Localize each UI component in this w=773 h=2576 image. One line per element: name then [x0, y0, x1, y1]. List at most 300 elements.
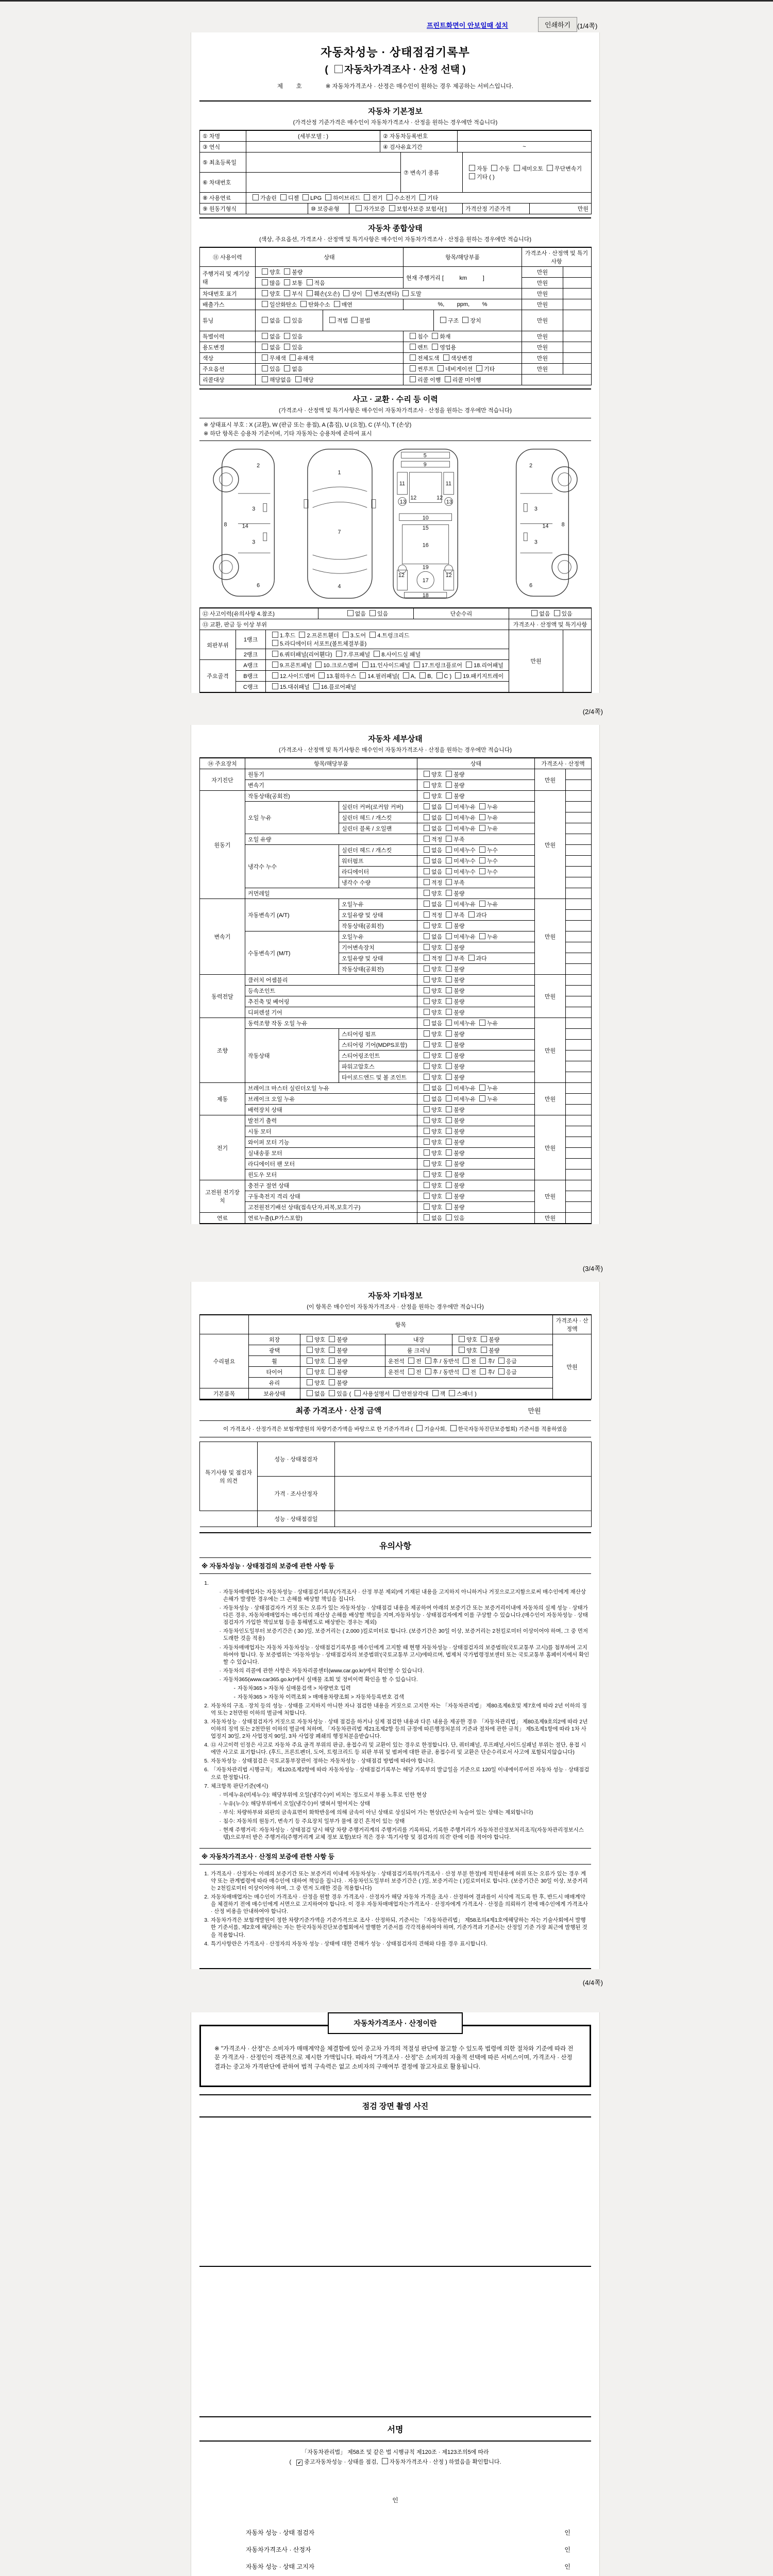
checkbox[interactable]: [389, 205, 395, 211]
checkbox[interactable]: [329, 1336, 335, 1342]
price-note-field: [566, 942, 592, 953]
checkbox[interactable]: [446, 922, 452, 928]
checkbox[interactable]: [446, 1084, 452, 1091]
checkbox[interactable]: [424, 846, 430, 853]
checkbox[interactable]: [446, 987, 452, 993]
option-label: 해당없음: [270, 377, 292, 383]
checkbox[interactable]: [491, 165, 497, 171]
checkbox[interactable]: [446, 965, 452, 972]
state-options: [417, 942, 535, 953]
other-info-title: 자동차 기타정보: [368, 1292, 423, 1300]
checkbox[interactable]: [479, 1020, 485, 1026]
checkbox[interactable]: [262, 317, 268, 323]
checkbox[interactable]: [424, 1193, 430, 1199]
checkbox[interactable]: [446, 998, 452, 1004]
state-options: [417, 964, 535, 975]
checkbox[interactable]: [410, 344, 416, 350]
option-label: 없음: [270, 334, 281, 340]
checkbox[interactable]: [419, 194, 426, 200]
checkbox[interactable]: [424, 1128, 430, 1134]
checkbox[interactable]: [424, 922, 430, 928]
checkbox[interactable]: [360, 672, 366, 679]
checkbox[interactable]: [424, 933, 430, 939]
recall-done-options: [404, 375, 522, 385]
checkbox[interactable]: [479, 1084, 485, 1091]
checkbox[interactable]: [410, 365, 416, 371]
checkbox[interactable]: [455, 672, 461, 679]
checkbox[interactable]: [479, 868, 485, 874]
item-label: 오일 유량: [245, 834, 417, 845]
notice-item-number: 3.: [204, 1917, 209, 1924]
checkbox[interactable]: [402, 290, 409, 296]
signer-notifier-seal: 인: [564, 2563, 570, 2571]
option-label: 적정: [431, 837, 443, 843]
option-label: 불량: [453, 1183, 465, 1189]
checkbox[interactable]: [410, 376, 416, 382]
state-options: [417, 1072, 535, 1083]
checkbox[interactable]: [446, 955, 452, 961]
option-label: 미세누유: [453, 804, 476, 810]
checkbox[interactable]: [424, 955, 430, 961]
checkbox[interactable]: [425, 1368, 431, 1375]
checkbox[interactable]: [318, 672, 325, 679]
checkbox[interactable]: [284, 365, 290, 371]
checkbox[interactable]: [408, 1358, 414, 1364]
rankC-options: [266, 682, 509, 693]
state-options: [417, 975, 535, 986]
checkbox[interactable]: [446, 825, 452, 831]
signature-confirm-options: [199, 2458, 591, 2466]
checkbox[interactable]: [446, 1214, 452, 1221]
option-label: 15.대쉬패널: [280, 684, 310, 690]
checkbox[interactable]: [479, 825, 485, 831]
checkbox[interactable]: [408, 1368, 414, 1375]
option-label: 기타: [484, 366, 495, 372]
checkbox[interactable]: [424, 987, 430, 993]
checkbox[interactable]: [463, 1368, 469, 1375]
checkbox[interactable]: [449, 1390, 455, 1396]
checkbox[interactable]: [446, 911, 452, 918]
checkbox[interactable]: [356, 205, 362, 211]
date-row-empty: [200, 1511, 258, 1527]
checkbox[interactable]: [410, 333, 416, 339]
checkbox[interactable]: [366, 290, 372, 296]
device-group-label: 자기진단: [200, 769, 245, 791]
checkbox[interactable]: [468, 955, 475, 961]
checkbox[interactable]: [410, 354, 416, 361]
checkbox[interactable]: [347, 610, 354, 616]
option-label: 불량: [453, 783, 465, 789]
vin-label: ⑥ 차대번호: [200, 173, 246, 193]
notice-item-text: 자동차성능 · 상태점검자가 거짓으로 자동차성능 · 상태 점검을 하거나 실제 점검한 내용과 다른 내용을 제공한 경우 「자동차관리법」 제80조제9호의2에 따라 2년 이하의 징역 또는 2천만원 이하의 벌금에 처하며, 「자동차관리법 제21조제2항 등의 규정에 따른행정처분의 기준과 절차에 관한 규칙」 제5조제1항에 따라 1차 사업정지 30일, 2차 사업정지 90일, 3차 사업장 폐쇄의 행정처분을받습니다.: [211, 1719, 588, 1740]
checkbox[interactable]: [284, 344, 290, 350]
checkbox[interactable]: [446, 901, 452, 907]
checkbox[interactable]: [295, 376, 301, 382]
notice-item-number: ·: [219, 1800, 221, 1807]
checkbox[interactable]: [424, 1009, 430, 1015]
checkbox[interactable]: [479, 901, 485, 907]
checkbox[interactable]: [459, 1336, 465, 1342]
rank1-options: [266, 630, 509, 649]
checkbox[interactable]: [446, 1063, 452, 1069]
checkbox[interactable]: [325, 194, 331, 200]
checkbox[interactable]: [307, 1368, 313, 1375]
checkbox[interactable]: [416, 1425, 423, 1431]
checkbox[interactable]: [284, 290, 290, 296]
checkbox[interactable]: [424, 1063, 430, 1069]
page-gap-2: [191, 698, 603, 725]
checkbox[interactable]: [424, 771, 430, 777]
item-parent-label: 수동변속기 (M/T): [245, 931, 339, 975]
checkbox[interactable]: [480, 1358, 486, 1364]
option-label: 불량: [453, 1064, 465, 1070]
checkbox[interactable]: [424, 1074, 430, 1080]
checkbox[interactable]: [284, 279, 290, 285]
checkbox[interactable]: [355, 1390, 361, 1396]
notice-item: [213, 1588, 590, 1603]
checkbox[interactable]: [262, 344, 268, 350]
checkbox[interactable]: [424, 901, 430, 907]
notice-item: [213, 1604, 590, 1626]
checkbox[interactable]: [424, 1160, 430, 1166]
car-side-right: [516, 449, 577, 597]
checkbox[interactable]: [262, 354, 268, 361]
printer-install-link[interactable]: 프린트화면이 안보일때 설치: [427, 22, 508, 29]
checkbox[interactable]: [450, 1425, 457, 1431]
checkbox[interactable]: [446, 1204, 452, 1210]
checkbox[interactable]: [424, 1030, 430, 1037]
checkbox[interactable]: [307, 1347, 313, 1353]
checkbox[interactable]: [514, 165, 520, 171]
checkbox[interactable]: [446, 944, 452, 950]
notice-item: [200, 1917, 590, 1938]
checkbox[interactable]: [554, 610, 560, 616]
option-label: 불량: [453, 772, 465, 778]
option-label: 불량: [453, 999, 465, 1005]
checkbox[interactable]: [446, 1171, 452, 1177]
option-label: 자가보증: [363, 206, 385, 212]
checkbox[interactable]: [300, 301, 307, 307]
room-clean-label: 룸 크리닝: [385, 1345, 452, 1356]
checkbox[interactable]: [262, 279, 268, 285]
checkbox[interactable]: [446, 1074, 452, 1080]
checkbox[interactable]: [424, 803, 430, 809]
checkbox[interactable]: [462, 317, 468, 323]
state-options: [417, 1137, 535, 1148]
checkbox[interactable]: [424, 1182, 430, 1188]
checkbox[interactable]: [468, 911, 475, 918]
checkbox[interactable]: [424, 998, 430, 1004]
notice-item-text: 현재 주행거리: 자동차성능 · 상태점검 당시 해당 차량 주행거리계의 주행거리를 기록하되, 기록한 주행거리가 자동차전산정보처리조직(자동차관리정보시스템)으로부터 받은 주행거리(주행거리계 교체 정보 포함)보다 적은 경우 '특기사항 및 점검자의 의견' 란에 이를 적어야 합니다.: [223, 1826, 584, 1840]
checkbox[interactable]: [424, 792, 430, 799]
checkbox[interactable]: [334, 301, 340, 307]
checkbox[interactable]: [446, 814, 452, 820]
checkbox[interactable]: [531, 610, 537, 616]
checkbox[interactable]: [272, 640, 278, 646]
checkbox[interactable]: [479, 846, 485, 853]
checkbox[interactable]: [307, 1358, 313, 1364]
option-label: 영업용: [440, 345, 457, 351]
checkbox[interactable]: [329, 317, 335, 323]
basic-goods-options: [300, 1388, 553, 1399]
checkbox[interactable]: [374, 651, 380, 657]
checkbox[interactable]: [424, 1084, 430, 1091]
car-underbody-view: [393, 449, 458, 599]
checkbox[interactable]: [424, 1149, 430, 1156]
checkbox[interactable]: [446, 857, 452, 863]
checkbox[interactable]: [446, 803, 452, 809]
option-label: 없음: [431, 815, 443, 821]
option-label: 불량: [453, 1161, 465, 1167]
checkbox[interactable]: [419, 672, 426, 679]
checkbox[interactable]: [303, 194, 309, 200]
option-label: LPG: [310, 195, 322, 201]
checkbox[interactable]: [479, 803, 485, 809]
checkbox[interactable]: [446, 868, 452, 874]
checkbox[interactable]: [329, 1347, 335, 1353]
page-4: [191, 2012, 600, 2576]
checkbox[interactable]: [284, 333, 290, 339]
option-label: 일산화탄소: [270, 302, 297, 308]
checkbox[interactable]: [329, 1390, 335, 1396]
checkbox[interactable]: [446, 836, 452, 842]
checkbox[interactable]: [424, 782, 430, 788]
checkbox[interactable]: [313, 683, 320, 689]
option-label: 양호: [431, 999, 443, 1005]
checkbox[interactable]: [343, 290, 349, 296]
checkbox[interactable]: [364, 194, 370, 200]
checkbox[interactable]: [476, 365, 482, 371]
checkbox[interactable]: [424, 1171, 430, 1177]
checkbox[interactable]: [424, 1214, 430, 1221]
price-note-field: [566, 1159, 592, 1170]
checkbox[interactable]: [424, 1106, 430, 1112]
option-label: 17.트렁크플로어: [421, 663, 463, 669]
checkbox[interactable]: [272, 672, 278, 679]
checkbox[interactable]: [446, 1193, 452, 1199]
checkbox[interactable]: [440, 317, 446, 323]
checkbox[interactable]: [424, 944, 430, 950]
option-label: 없음: [431, 848, 443, 854]
checkbox[interactable]: [307, 279, 313, 285]
checkbox[interactable]: [498, 1358, 505, 1364]
checkbox[interactable]: [446, 1139, 452, 1145]
checkbox[interactable]: [424, 868, 430, 874]
option-text: 운전석: [388, 1359, 405, 1365]
checkbox[interactable]: [446, 771, 452, 777]
checkbox[interactable]: [446, 1009, 452, 1015]
option-label: 침수: [417, 334, 429, 340]
checkbox[interactable]: [262, 301, 268, 307]
checkbox[interactable]: [262, 268, 268, 275]
checkbox[interactable]: [272, 632, 278, 638]
checkbox[interactable]: [424, 965, 430, 972]
checkbox[interactable]: [446, 1052, 452, 1058]
checkbox[interactable]: [446, 846, 452, 853]
checkbox[interactable]: [307, 1379, 313, 1385]
checkbox[interactable]: [424, 890, 430, 896]
option-label: 리콜 이행: [417, 377, 441, 383]
checkbox[interactable]: [386, 194, 393, 200]
state-options: [417, 834, 535, 845]
basic-info-title: 자동차 기본정보: [368, 107, 423, 116]
checkbox[interactable]: [424, 1041, 430, 1047]
checkbox[interactable]: [343, 632, 349, 638]
checkbox[interactable]: [424, 879, 430, 885]
checkbox[interactable]: [446, 879, 452, 885]
checkbox[interactable]: [414, 662, 420, 668]
checkbox[interactable]: [446, 1182, 452, 1188]
accident-history-title: 사고 · 교환 · 수리 등 이력: [352, 395, 438, 404]
checkbox[interactable]: [446, 933, 452, 939]
checkbox[interactable]: [481, 1336, 487, 1342]
option-label: 불량: [453, 1172, 465, 1178]
checkbox[interactable]: [262, 376, 268, 382]
checkbox[interactable]: [280, 194, 287, 200]
checkbox[interactable]: [334, 65, 343, 73]
checkbox[interactable]: [284, 317, 290, 323]
checkbox[interactable]: [262, 365, 268, 371]
checkbox[interactable]: [446, 1149, 452, 1156]
checkbox[interactable]: [424, 857, 430, 863]
checkbox[interactable]: [479, 1095, 485, 1101]
checkbox[interactable]: [424, 1139, 430, 1145]
col-detail-state: 상태: [417, 758, 535, 769]
checkbox[interactable]: [424, 814, 430, 820]
option-label: 불량: [292, 269, 303, 276]
polish-options: [300, 1345, 385, 1356]
price-note-field: [566, 1180, 592, 1191]
notice-item-number: 1.: [204, 1871, 209, 1877]
option-label: 양호: [431, 1150, 443, 1157]
checkbox[interactable]: [424, 1052, 430, 1058]
svg-text:3: 3: [252, 539, 256, 546]
checkbox[interactable]: [480, 1368, 486, 1375]
checkbox[interactable]: [424, 825, 430, 831]
checkbox[interactable]: [290, 354, 296, 361]
checkbox[interactable]: [403, 672, 409, 679]
price-note-field: [566, 986, 592, 996]
checkbox[interactable]: [307, 290, 313, 296]
checkbox[interactable]: [272, 662, 278, 668]
checkbox[interactable]: [446, 1117, 452, 1123]
option-label: 불량: [453, 1205, 465, 1211]
checkbox[interactable]: [436, 672, 443, 679]
checkbox[interactable]: [438, 365, 444, 371]
checkbox[interactable]: [393, 1390, 399, 1396]
checkbox[interactable]: [336, 651, 342, 657]
checkbox[interactable]: [307, 1390, 313, 1396]
checkbox[interactable]: [459, 1347, 465, 1353]
checkbox[interactable]: [479, 933, 485, 939]
checkbox[interactable]: [315, 662, 322, 668]
checkbox[interactable]: [329, 1368, 335, 1375]
checkbox[interactable]: [424, 911, 430, 918]
checkbox-checked[interactable]: ✔: [296, 2460, 303, 2466]
frame-label: 주요골격: [200, 660, 236, 693]
checkbox[interactable]: [446, 792, 452, 799]
option-label: 양호: [431, 1042, 443, 1048]
state-options: [417, 1170, 535, 1180]
checkbox[interactable]: [446, 1030, 452, 1037]
checkbox[interactable]: [369, 632, 376, 638]
print-button[interactable]: 인쇄하기: [538, 17, 577, 32]
checkbox[interactable]: [284, 268, 290, 275]
checkbox[interactable]: [446, 782, 452, 788]
option-label: 양호: [431, 1194, 443, 1200]
simple-repair-options: [509, 608, 592, 619]
checkbox[interactable]: [307, 1336, 313, 1342]
checkbox[interactable]: [446, 1041, 452, 1047]
checkbox[interactable]: [424, 1117, 430, 1123]
checkbox[interactable]: [446, 1106, 452, 1112]
signer-row-notifier: [246, 2562, 591, 2571]
option-label: 무단변속기: [554, 165, 582, 172]
checkbox[interactable]: [446, 890, 452, 896]
checkbox[interactable]: [446, 976, 452, 982]
checkbox[interactable]: [424, 1020, 430, 1026]
option-label: 네비게이션: [445, 366, 473, 372]
checkbox[interactable]: [446, 1095, 452, 1101]
checkbox[interactable]: [445, 376, 451, 382]
checkbox[interactable]: [272, 651, 278, 657]
checkbox[interactable]: [262, 333, 268, 339]
checkbox[interactable]: [469, 165, 475, 171]
option-label: 미세누유: [453, 1096, 476, 1103]
checkbox[interactable]: [446, 1020, 452, 1026]
tuning-legal-options: [323, 310, 433, 331]
checkbox[interactable]: [272, 683, 278, 689]
checkbox[interactable]: [424, 976, 430, 982]
checkbox[interactable]: [329, 1358, 335, 1364]
checkbox[interactable]: [253, 194, 259, 200]
option-label: 양호: [431, 1161, 443, 1167]
checkbox[interactable]: [369, 610, 376, 616]
checkbox[interactable]: [382, 2458, 388, 2464]
checkbox[interactable]: [424, 836, 430, 842]
checkbox[interactable]: [299, 632, 305, 638]
checkbox[interactable]: [463, 1358, 469, 1364]
option-label: 3.도어: [350, 633, 366, 639]
checkbox[interactable]: [424, 1204, 430, 1210]
svg-text:10: 10: [422, 515, 429, 521]
notice-item-text: 부식: 차량하부와 외판의 금속표면이 화학반응에 의해 금속이 아닌 상태로 상실되어 가는 현상(단순히 녹슬어 있는 상태는 제외합니다): [223, 1809, 533, 1816]
checkbox[interactable]: [466, 662, 472, 668]
price-note-field: [566, 888, 592, 899]
checkbox[interactable]: [262, 290, 268, 296]
price-note-field: [566, 953, 592, 964]
checkbox[interactable]: [351, 317, 358, 323]
checkbox[interactable]: [329, 1379, 335, 1385]
checkbox[interactable]: [547, 165, 553, 171]
checkbox[interactable]: [479, 857, 485, 863]
checkbox[interactable]: [362, 662, 368, 668]
checkbox[interactable]: [432, 333, 438, 339]
checkbox[interactable]: [443, 354, 449, 361]
checkbox[interactable]: [446, 1160, 452, 1166]
option-label: 양호: [431, 772, 443, 778]
photo-placeholder-1: [199, 2117, 591, 2266]
checkbox[interactable]: [479, 814, 485, 820]
checkbox[interactable]: [481, 1347, 487, 1353]
checkbox[interactable]: [432, 344, 438, 350]
checkbox[interactable]: [425, 1358, 431, 1364]
checkbox[interactable]: [498, 1368, 505, 1375]
checkbox[interactable]: [446, 1128, 452, 1134]
checkbox[interactable]: [432, 1390, 439, 1396]
checkbox[interactable]: [424, 1095, 430, 1101]
checkbox[interactable]: [469, 173, 475, 179]
